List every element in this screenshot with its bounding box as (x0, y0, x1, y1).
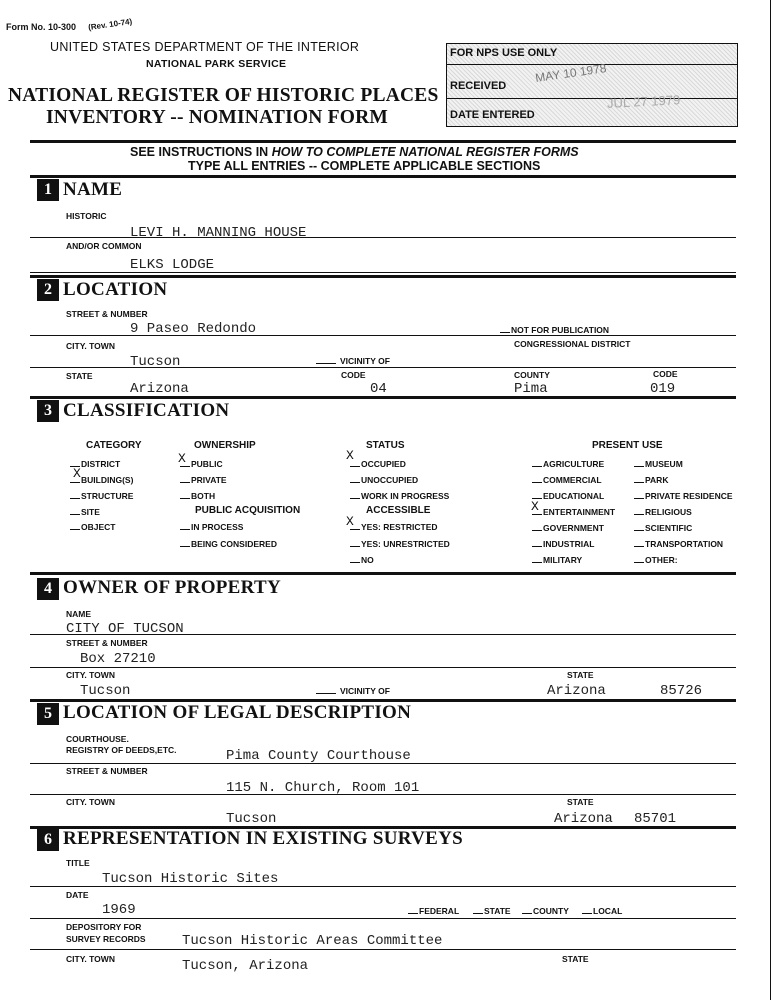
accessible-heading: ACCESSIBLE (366, 505, 431, 516)
ownership-private[interactable]: PRIVATE (180, 475, 227, 485)
department-name: UNITED STATES DEPARTMENT OF THE INTERIOR (50, 40, 360, 54)
use-educational[interactable]: EDUCATIONAL (532, 491, 604, 501)
survey-date-label: DATE (66, 890, 89, 900)
section-4-number: 4 (37, 578, 59, 600)
level-state[interactable]: STATE (473, 906, 511, 916)
acquisition-in-process[interactable]: IN PROCESS (180, 522, 243, 532)
survey-title-label: TITLE (66, 858, 90, 868)
use-private-residence[interactable]: PRIVATE RESIDENCE (634, 491, 733, 501)
instructions-line1: SEE INSTRUCTIONS IN HOW TO COMPLETE NATIONAL REGISTER FORMS (130, 145, 579, 159)
ownership-heading: OWNERSHIP (194, 440, 256, 451)
legal-city-field[interactable]: Tucson (226, 811, 277, 827)
accessible-yes-restricted[interactable]: YES: RESTRICTED (350, 522, 438, 532)
depository-field[interactable]: Tucson Historic Areas Committee (182, 933, 443, 949)
state-code-label: CODE (341, 370, 366, 380)
public-mark: X (178, 451, 186, 466)
legal-street-label: STREET & NUMBER (66, 766, 148, 776)
accessible-yes-unrestricted[interactable]: YES: UNRESTRICTED (350, 539, 450, 549)
received-stamp: MAY 10 1978 (534, 61, 608, 85)
nps-use-only-box (446, 43, 738, 127)
present-use-heading: PRESENT USE (592, 440, 663, 451)
survey-date-field[interactable]: 1969 (102, 902, 136, 918)
location-street-field[interactable]: 9 Paseo Redondo (130, 321, 257, 337)
survey-title-field[interactable]: Tucson Historic Sites (102, 871, 279, 887)
form-title-line1: NATIONAL REGISTER OF HISTORIC PLACES (8, 85, 439, 106)
acquisition-being-considered[interactable]: BEING CONSIDERED (180, 539, 277, 549)
occupied-mark: X (346, 448, 354, 463)
owner-street-label: STREET & NUMBER (66, 638, 148, 648)
accessible-no[interactable]: NO (350, 555, 374, 565)
restricted-mark: X (346, 514, 354, 529)
header-rule (30, 140, 736, 143)
service-name: NATIONAL PARK SERVICE (146, 58, 287, 70)
use-park[interactable]: PARK (634, 475, 668, 485)
category-site[interactable]: SITE (70, 507, 100, 517)
county-code-field[interactable]: 019 (650, 381, 676, 397)
category-heading: CATEGORY (86, 440, 142, 451)
section-4-title: OWNER OF PROPERTY (63, 577, 282, 598)
section-1-number: 1 (37, 179, 59, 201)
page-edge (770, 0, 771, 1000)
use-transportation[interactable]: TRANSPORTATION (634, 539, 723, 549)
status-heading: STATUS (366, 440, 405, 451)
survey-records-label: SURVEY RECORDS (66, 934, 146, 944)
legal-zip-field[interactable]: 85701 (634, 811, 677, 827)
registry-label: REGISTRY OF DEEDS,ETC. (66, 745, 177, 755)
section-2-title: LOCATION (63, 279, 168, 300)
owner-zip-field[interactable]: 85726 (660, 683, 703, 699)
instructions-line2: TYPE ALL ENTRIES -- COMPLETE APPLICABLE SECTIONS (188, 159, 541, 173)
use-other[interactable]: OTHER: (634, 555, 678, 565)
common-name-field[interactable]: ELKS LODGE (130, 257, 215, 273)
public-acquisition-heading: PUBLIC ACQUISITION (195, 505, 301, 516)
owner-state-field[interactable]: Arizona (547, 683, 606, 699)
ownership-public[interactable]: PUBLIC (180, 459, 223, 469)
category-buildings[interactable]: BUILDING(S) (70, 475, 133, 485)
congressional-district-label: CONGRESSIONAL DISTRICT (514, 339, 631, 349)
buildings-mark: X (73, 466, 81, 481)
form-number: Form No. 10-300 (6, 22, 77, 32)
county-code-label: CODE (653, 369, 678, 379)
nps-box-title: FOR NPS USE ONLY (450, 47, 558, 59)
status-occupied[interactable]: OCCUPIED (350, 459, 406, 469)
category-district[interactable]: DISTRICT (70, 459, 120, 469)
owner-name-label: NAME (66, 609, 92, 619)
form-title-line2: INVENTORY -- NOMINATION FORM (46, 107, 389, 128)
survey-city-field[interactable]: Tucson, Arizona (182, 958, 309, 974)
entertainment-mark: X (531, 499, 539, 514)
owner-street-field[interactable]: Box 27210 (80, 651, 156, 667)
courthouse-label: COURTHOUSE. (66, 734, 129, 744)
use-government[interactable]: GOVERNMENT (532, 523, 604, 533)
section-5-number: 5 (37, 703, 59, 725)
level-county[interactable]: COUNTY (522, 906, 569, 916)
state-code-field[interactable]: 04 (370, 381, 387, 397)
use-religious[interactable]: RELIGIOUS (634, 507, 692, 517)
use-agriculture[interactable]: AGRICULTURE (532, 459, 604, 469)
status-unoccupied[interactable]: UNOCCUPIED (350, 475, 418, 485)
form-revision: (Rev. 10-74) (87, 16, 133, 33)
common-name-label: AND/OR COMMON (66, 241, 142, 251)
date-entered-label: DATE ENTERED (450, 109, 535, 121)
survey-state-label: STATE (562, 954, 589, 964)
received-label: RECEIVED (450, 80, 507, 92)
section-6-number: 6 (37, 829, 59, 851)
legal-state-field[interactable]: Arizona (554, 811, 613, 827)
use-scientific[interactable]: SCIENTIFIC (634, 523, 692, 533)
location-city-field[interactable]: Tucson (130, 354, 181, 370)
section-1-title: NAME (63, 179, 123, 200)
county-field[interactable]: Pima (514, 381, 548, 397)
owner-vicinity-checkbox[interactable]: VICINITY OF (316, 686, 390, 696)
use-entertainment[interactable]: ENTERTAINMENT (532, 507, 615, 517)
section-5-title: LOCATION OF LEGAL DESCRIPTION (63, 702, 412, 723)
section-6-title: REPRESENTATION IN EXISTING SURVEYS (63, 828, 464, 849)
level-federal[interactable]: FEDERAL (408, 906, 459, 916)
category-object[interactable]: OBJECT (70, 522, 115, 532)
legal-state-label: STATE (567, 797, 594, 807)
section-3-number: 3 (37, 400, 59, 422)
city-label: CITY. TOWN (66, 341, 115, 351)
use-commercial[interactable]: COMMERCIAL (532, 475, 602, 485)
county-label: COUNTY (514, 370, 550, 380)
historic-name-field[interactable]: LEVI H. MANNING HOUSE (130, 225, 307, 241)
location-state-field[interactable]: Arizona (130, 381, 189, 397)
depository-label: DEPOSITORY FOR (66, 922, 142, 932)
location-vicinity-checkbox[interactable]: VICINITY OF (316, 356, 390, 366)
level-local[interactable]: LOCAL (582, 906, 622, 916)
owner-city-field[interactable]: Tucson (80, 683, 131, 699)
use-museum[interactable]: MUSEUM (634, 459, 683, 469)
ownership-both[interactable]: BOTH (180, 491, 215, 501)
state-label: STATE (66, 371, 93, 381)
survey-city-label: CITY. TOWN (66, 954, 115, 964)
courthouse-field[interactable]: Pima County Courthouse (226, 748, 411, 764)
legal-city-label: CITY. TOWN (66, 797, 115, 807)
owner-state-label: STATE (567, 670, 594, 680)
date-entered-stamp: JUL 27 1979 (606, 92, 681, 111)
not-for-publication-checkbox[interactable]: NOT FOR PUBLICATION (500, 325, 609, 335)
status-work-in-progress[interactable]: WORK IN PROGRESS (350, 491, 449, 501)
owner-city-label: CITY. TOWN (66, 670, 115, 680)
street-label: STREET & NUMBER (66, 309, 148, 319)
use-military[interactable]: MILITARY (532, 555, 582, 565)
historic-label: HISTORIC (66, 211, 107, 221)
section-2-number: 2 (37, 279, 59, 301)
section-3-title: CLASSIFICATION (63, 400, 230, 421)
owner-name-field[interactable]: CITY OF TUCSON (66, 621, 184, 637)
category-structure[interactable]: STRUCTURE (70, 491, 133, 501)
legal-street-field[interactable]: 115 N. Church, Room 101 (226, 780, 420, 796)
use-industrial[interactable]: INDUSTRIAL (532, 539, 594, 549)
